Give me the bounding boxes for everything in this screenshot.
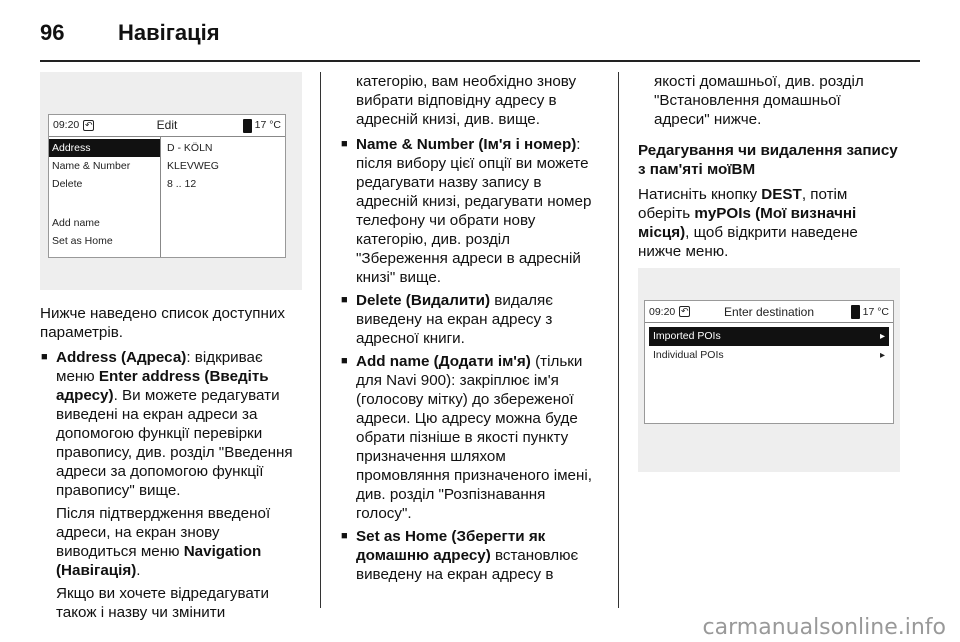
address-street: KLEVWEG <box>167 160 219 172</box>
page-number: 96 <box>40 20 65 45</box>
menu-gap <box>49 193 160 214</box>
edit-menu <box>49 137 161 257</box>
menu-name: Enter address (Введіть адресу) <box>56 368 269 404</box>
header-rule <box>40 60 920 62</box>
column-1 <box>40 72 302 626</box>
paragraph-confirm: Після підтвердження введеної адреси, на екран знову виводиться меню Navigation (Навігація). <box>56 505 271 579</box>
back-icon: ↶ <box>681 306 689 316</box>
instruction-text: Натисніть кнопку DEST, потім оберіть myPOIs (Мої визначні місця), щоб відкрити наведене нижче меню. <box>638 186 858 260</box>
address-city: D - KÖLN <box>167 142 213 154</box>
clock: 09:20 <box>53 119 80 131</box>
back-icon: ↶ <box>85 120 93 130</box>
temperature-value: 17 °C <box>254 119 281 131</box>
screen-status-bar <box>49 115 285 137</box>
screen-heading: Edit <box>156 118 178 132</box>
dest-button-name: DEST <box>761 186 802 203</box>
list-item-individual-pois[interactable]: Individual POIs ▸ <box>649 346 889 365</box>
bullet-label: Set as Home (Зберегти як домашню адресу) <box>356 528 546 564</box>
destination-screen <box>644 300 894 424</box>
address-number: 8 .. 12 <box>167 178 197 190</box>
menu-item-delete[interactable]: Delete <box>52 178 83 190</box>
screen-heading: Enter destination <box>723 304 815 319</box>
chevron-right-icon: ▸ <box>879 331 885 342</box>
screen-body <box>49 137 285 257</box>
bullet-label: Name & Number (Ім'я і номер) <box>356 136 577 153</box>
bullet-add-name: ■ Add name (Додати ім'я) (тільки для Navi 900): закріплює ім'я (голосову мітку) до збереженої адреси. Цю адресу можна буде обрати пізніше в якості пункту призначення шляхом промовляння призначеного імені, див. розділ "Розпізнавання голосу". <box>340 352 602 523</box>
column-3 <box>638 72 900 267</box>
bullet-label: Add name (Додати ім'я) <box>356 353 531 370</box>
menu-item-name-number[interactable]: Name & Number <box>52 160 131 172</box>
bullet-address: ■ Address (Адреса): відкриває меню Enter address (Введіть адресу). Ви можете редагувати виведені на екран адреси за допомогою функції перевірки правопису, див. розділ "Введення адреси за допомогою функції правопису" вище. <box>40 348 302 500</box>
page-header <box>40 14 920 54</box>
bullet-delete: ■ Delete (Видалити) видаляє виведену на екран адресу з адресної книги. <box>340 291 602 348</box>
chevron-right-icon: ▸ <box>879 350 885 361</box>
edit-screen <box>48 114 286 258</box>
column-divider <box>320 72 321 608</box>
edit-screenshot <box>40 72 302 290</box>
intro-text: Нижче наведено список доступних параметрів. <box>40 305 285 341</box>
column-2 <box>340 72 602 588</box>
menu-item-set-home[interactable]: Set as Home <box>52 235 113 247</box>
bullet-name-number: ■ Name & Number (Ім'я і номер): після вибору цієї опції ви можете редагувати назву запису в адресній книзі, редагувати номер телефону чи обрати нову категорію, див. розділ "Збереження адреси в адресній книзі" вище. <box>340 135 602 287</box>
screen-status-bar <box>645 301 893 323</box>
bullet-label: Address (Адреса) <box>56 349 187 366</box>
bullet-set-home: ■ Set as Home (Зберегти як домашню адресу) встановлює виведену на екран адресу в <box>340 527 602 584</box>
clock: 09:20 <box>649 305 676 318</box>
continued-text: якості домашньої, див. розділ "Встановлення домашньої адреси" нижче. <box>654 73 864 128</box>
menu-item-add-name[interactable]: Add name <box>52 217 100 229</box>
section-heading: Редагування чи видалення запису з пам'яті моїВМ <box>638 142 898 178</box>
address-values <box>161 137 285 257</box>
destination-screenshot <box>638 268 900 472</box>
list-item-imported-pois[interactable]: Imported POIs ▸ <box>649 327 889 346</box>
paragraph-edit-name: Якщо ви хочете відредагувати також і назву чи змінити <box>56 585 269 621</box>
menu-item-address[interactable]: Address <box>49 139 160 157</box>
menu-name: myPOIs (Мої визначні місця) <box>638 205 857 241</box>
column-divider <box>618 72 619 608</box>
bullet-label: Delete (Видалити) <box>356 292 491 309</box>
watermark: carmanualsonline.info <box>702 615 946 640</box>
temperature-value: 17 °C <box>862 305 889 318</box>
menu-name: Navigation (Навігація) <box>56 543 262 579</box>
page-title: Навігація <box>118 20 220 45</box>
destination-list <box>645 323 893 423</box>
continued-text: категорію, вам необхідно знову вибрати відповідну адресу в адресній книзі, див. вище. <box>356 73 577 128</box>
